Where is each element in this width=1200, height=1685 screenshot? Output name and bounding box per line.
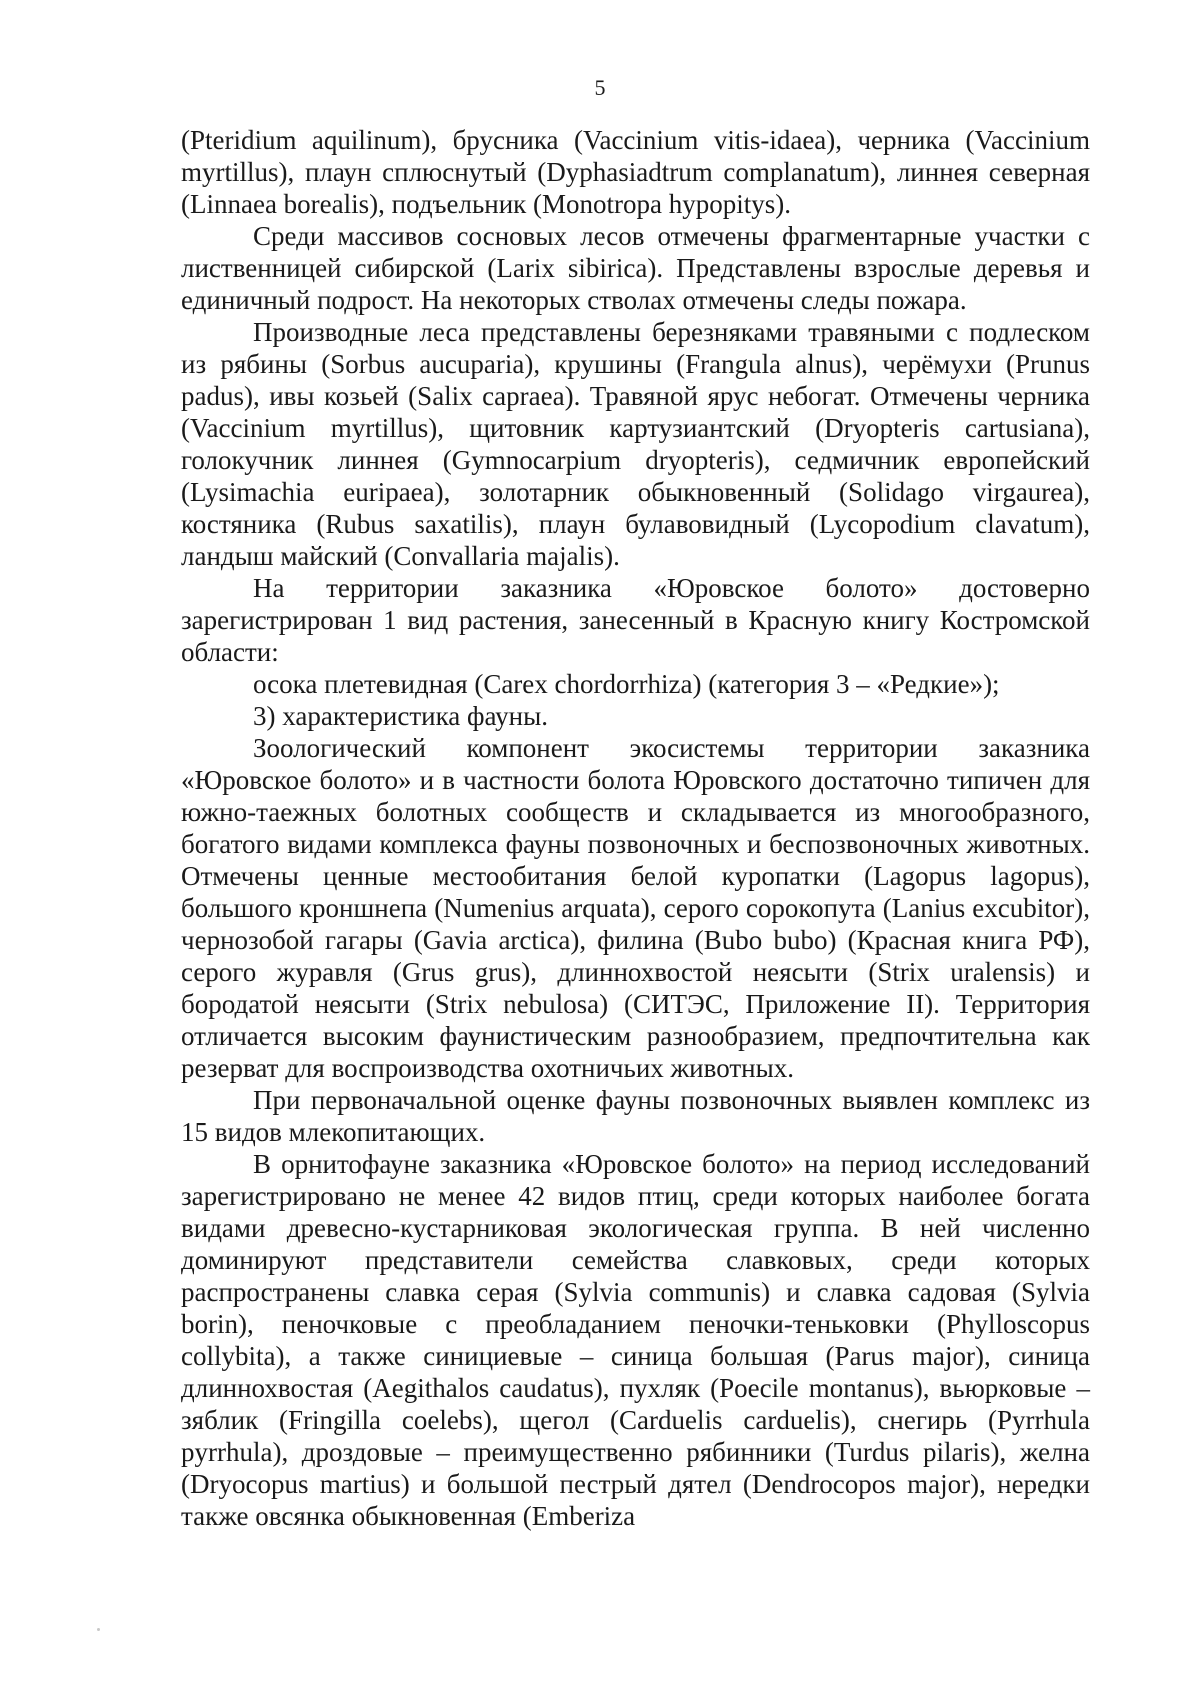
document-body [181,124,1090,1532]
list-item-carex: осока плетевидная (Carex chordorrhiza) (категория 3 – «Редкие»); [253,669,1000,699]
paragraph-mammals: При первоначальной оценке фауны позвоночных выявлен комплекс из 15 видов млекопитающих. [181,1085,1090,1147]
paragraph-red-book-plants: На территории заказника «Юровское болото» достоверно зарегистрирован 1 вид растения, занесенный в Красную книгу Костромской области: [181,573,1090,667]
section-heading-fauna: 3) характеристика фауны. [253,701,548,731]
paragraph-larch-forest: Среди массивов сосновых лесов отмечены фрагментарные участки с лиственницей сибирской (Larix sibirica). Представлены взрослые деревья и единичный подрост. На некоторых стволах отмечены следы пожара. [181,221,1090,315]
paragraph-flora-list-continued: (Pteridium aquilinum), брусника (Vaccinium vitis-idaea), черника (Vaccinium myrtillus), плаун сплюснутый (Dyphasiadtrum complanatum), линнея северная (Linnaea borealis), подъельник (Monotropa hypopitys). [181,125,1090,219]
paragraph-zoological-component: Зоологический компонент экосистемы территории заказника «Юровское болото» и в частности болота Юровского достаточно типичен для южно-таежных болотных сообществ и складывается из многообразного, богатого видами комплекса фауны позвоночных и беспозвоночных животных. Отмечены ценные местообитания белой куропатки (Lagopus lagopus), большого кроншнепа (Numenius arquata), серого сорокопута (Lanius excubitor), чернозобой гагары (Gavia arctica), филина (Bubo bubo) (Красная книга РФ), серого журавля (Grus grus), длиннохвостой неясыти (Strix uralensis) и бородатой неясыти (Strix nebulosa) (СИТЭС, Приложение II). Территория отличается высоким фаунистическим разнообразием, предпочтительна как резерват для воспроизводства охотничьих животных. [181,733,1090,1083]
paragraph-avifauna: В орнитофауне заказника «Юровское болото» на период исследований зарегистрировано не менее 42 видов птиц, среди которых наиболее богата видами древесно-кустарниковая экологическая группа. В ней численно доминируют представители семейства славковых, среди которых распространены славка серая (Sylvia communis) и славка садовая (Sylvia borin), пеночковые с преобладанием пеночки-теньковки (Phylloscopus collybita), а также синициевые – синица большая (Parus major), синица длиннохвостая (Aegithalos caudatus), пухляк (Poecile montanus), вьюрковые – зяблик (Fringilla coelebs), щегол (Carduelis carduelis), снегирь (Pyrrhula pyrrhula), дроздовые – преимущественно рябинники (Turdus pilaris), желна (Dryocopus martius) и большой пестрый дятел (Dendrocopos major), нередки также овсянка обыкновенная (Emberiza [181,1149,1090,1531]
scan-speck [97,1628,100,1631]
page-number: 5 [594,75,606,100]
paragraph-derived-forests: Производные леса представлены березняками травяными с подлеском из рябины (Sorbus aucuparia), крушины (Frangula alnus), черёмухи (Prunus padus), ивы козьей (Salix capraea). Травяной ярус небогат. Отмечены черника (Vaccinium myrtillus), щитовник картузиантский (Dryopteris cartusiana), голокучник линнея (Gymnocarpium dryopteris), седмичник европейский (Lysimachia euripaea), золотарник обыкновенный (Solidago virgaurea), костяника (Rubus saxatilis), плаун булавовидный (Lycopodium clavatum), ландыш майский (Convallaria majalis). [181,317,1090,571]
